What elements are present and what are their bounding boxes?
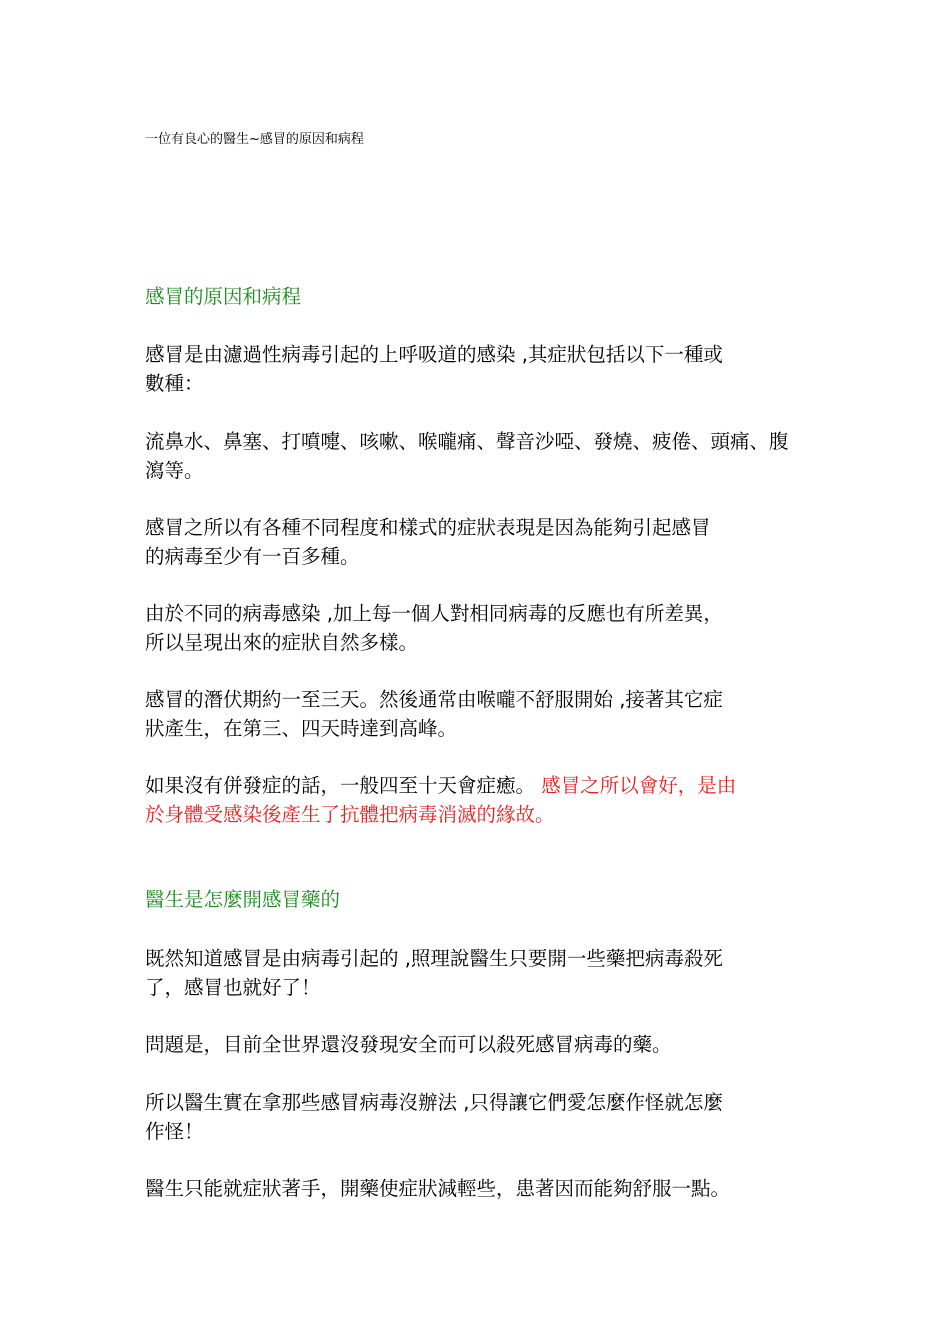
paragraph — [145, 1030, 815, 1059]
paragraph-line: 感冒之所以有各種不同程度和樣式的症狀表現是因為能夠引起感冒 — [145, 516, 711, 539]
paragraph-line: 感冒的潛伏期約一至三天。然後通常由喉嚨不舒服開始 ,接著其它症 — [145, 688, 723, 711]
highlighted-text: 感冒之所以會好，是由 — [535, 774, 737, 797]
paragraph-line — [145, 771, 815, 800]
paragraph-text: 如果沒有併發症的話，一般四至十天會症癒。 — [145, 774, 536, 797]
paragraph-line: 所以醫生實在拿那些感冒病毒沒辦法 ,只得讓它們愛怎麼作怪就怎麼 — [145, 1091, 723, 1114]
paragraph-line: 狀產生，在第三、四天時達到高峰。 — [145, 717, 458, 740]
paragraph-line: 流鼻水、鼻塞、打噴嚏、咳嗽、喉嚨痛、聲音沙啞、發燒、疲倦、頭痛、腹 — [145, 430, 789, 453]
paragraph — [145, 944, 815, 1002]
paragraph-line: 感冒是由濾過性病毒引起的上呼吸道的感染 ,其症狀包括以下一種或 — [145, 343, 723, 366]
paragraph — [145, 1174, 815, 1203]
paragraph-line: 數種： — [145, 372, 204, 395]
highlighted-text: 於身體受感染後產生了抗體把病毒消滅的緣故。 — [145, 803, 555, 826]
paragraph — [145, 599, 815, 657]
paragraph-line: 所以呈現出來的症狀自然多樣。 — [145, 631, 419, 654]
paragraph — [145, 1088, 815, 1146]
paragraph — [145, 427, 815, 485]
paragraph-line: 的病毒至少有一百多種。 — [145, 545, 360, 568]
section-heading-cold-causes: 感冒的原因和病程 — [145, 285, 302, 308]
paragraph-line: 瀉等。 — [145, 459, 204, 482]
paragraph-line: 作怪！ — [145, 1120, 204, 1143]
paragraph-line: 既然知道感冒是由病毒引起的 ,照理說醫生只要開一些藥把病毒殺死 — [145, 947, 723, 970]
paragraph — [145, 685, 815, 743]
paragraph-line: 問題是，目前全世界還沒發現安全而可以殺死感冒病毒的藥。 — [145, 1033, 672, 1056]
paragraph — [145, 513, 815, 571]
paragraph-line: 了，感冒也就好了！ — [145, 976, 321, 999]
document-title: 一位有良心的醫生~感冒的原因和病程 — [145, 132, 364, 147]
paragraph-line: 醫生只能就症狀著手，開藥使症狀減輕些，患著因而能夠舒服一點。 — [145, 1177, 731, 1200]
paragraph-line: 由於不同的病毒感染 ,加上每一個人對相同病毒的反應也有所差異， — [145, 602, 723, 625]
section-heading-prescription: 醫生是怎麼開感冒藥的 — [145, 888, 341, 911]
paragraph — [145, 771, 815, 829]
paragraph — [145, 340, 815, 398]
